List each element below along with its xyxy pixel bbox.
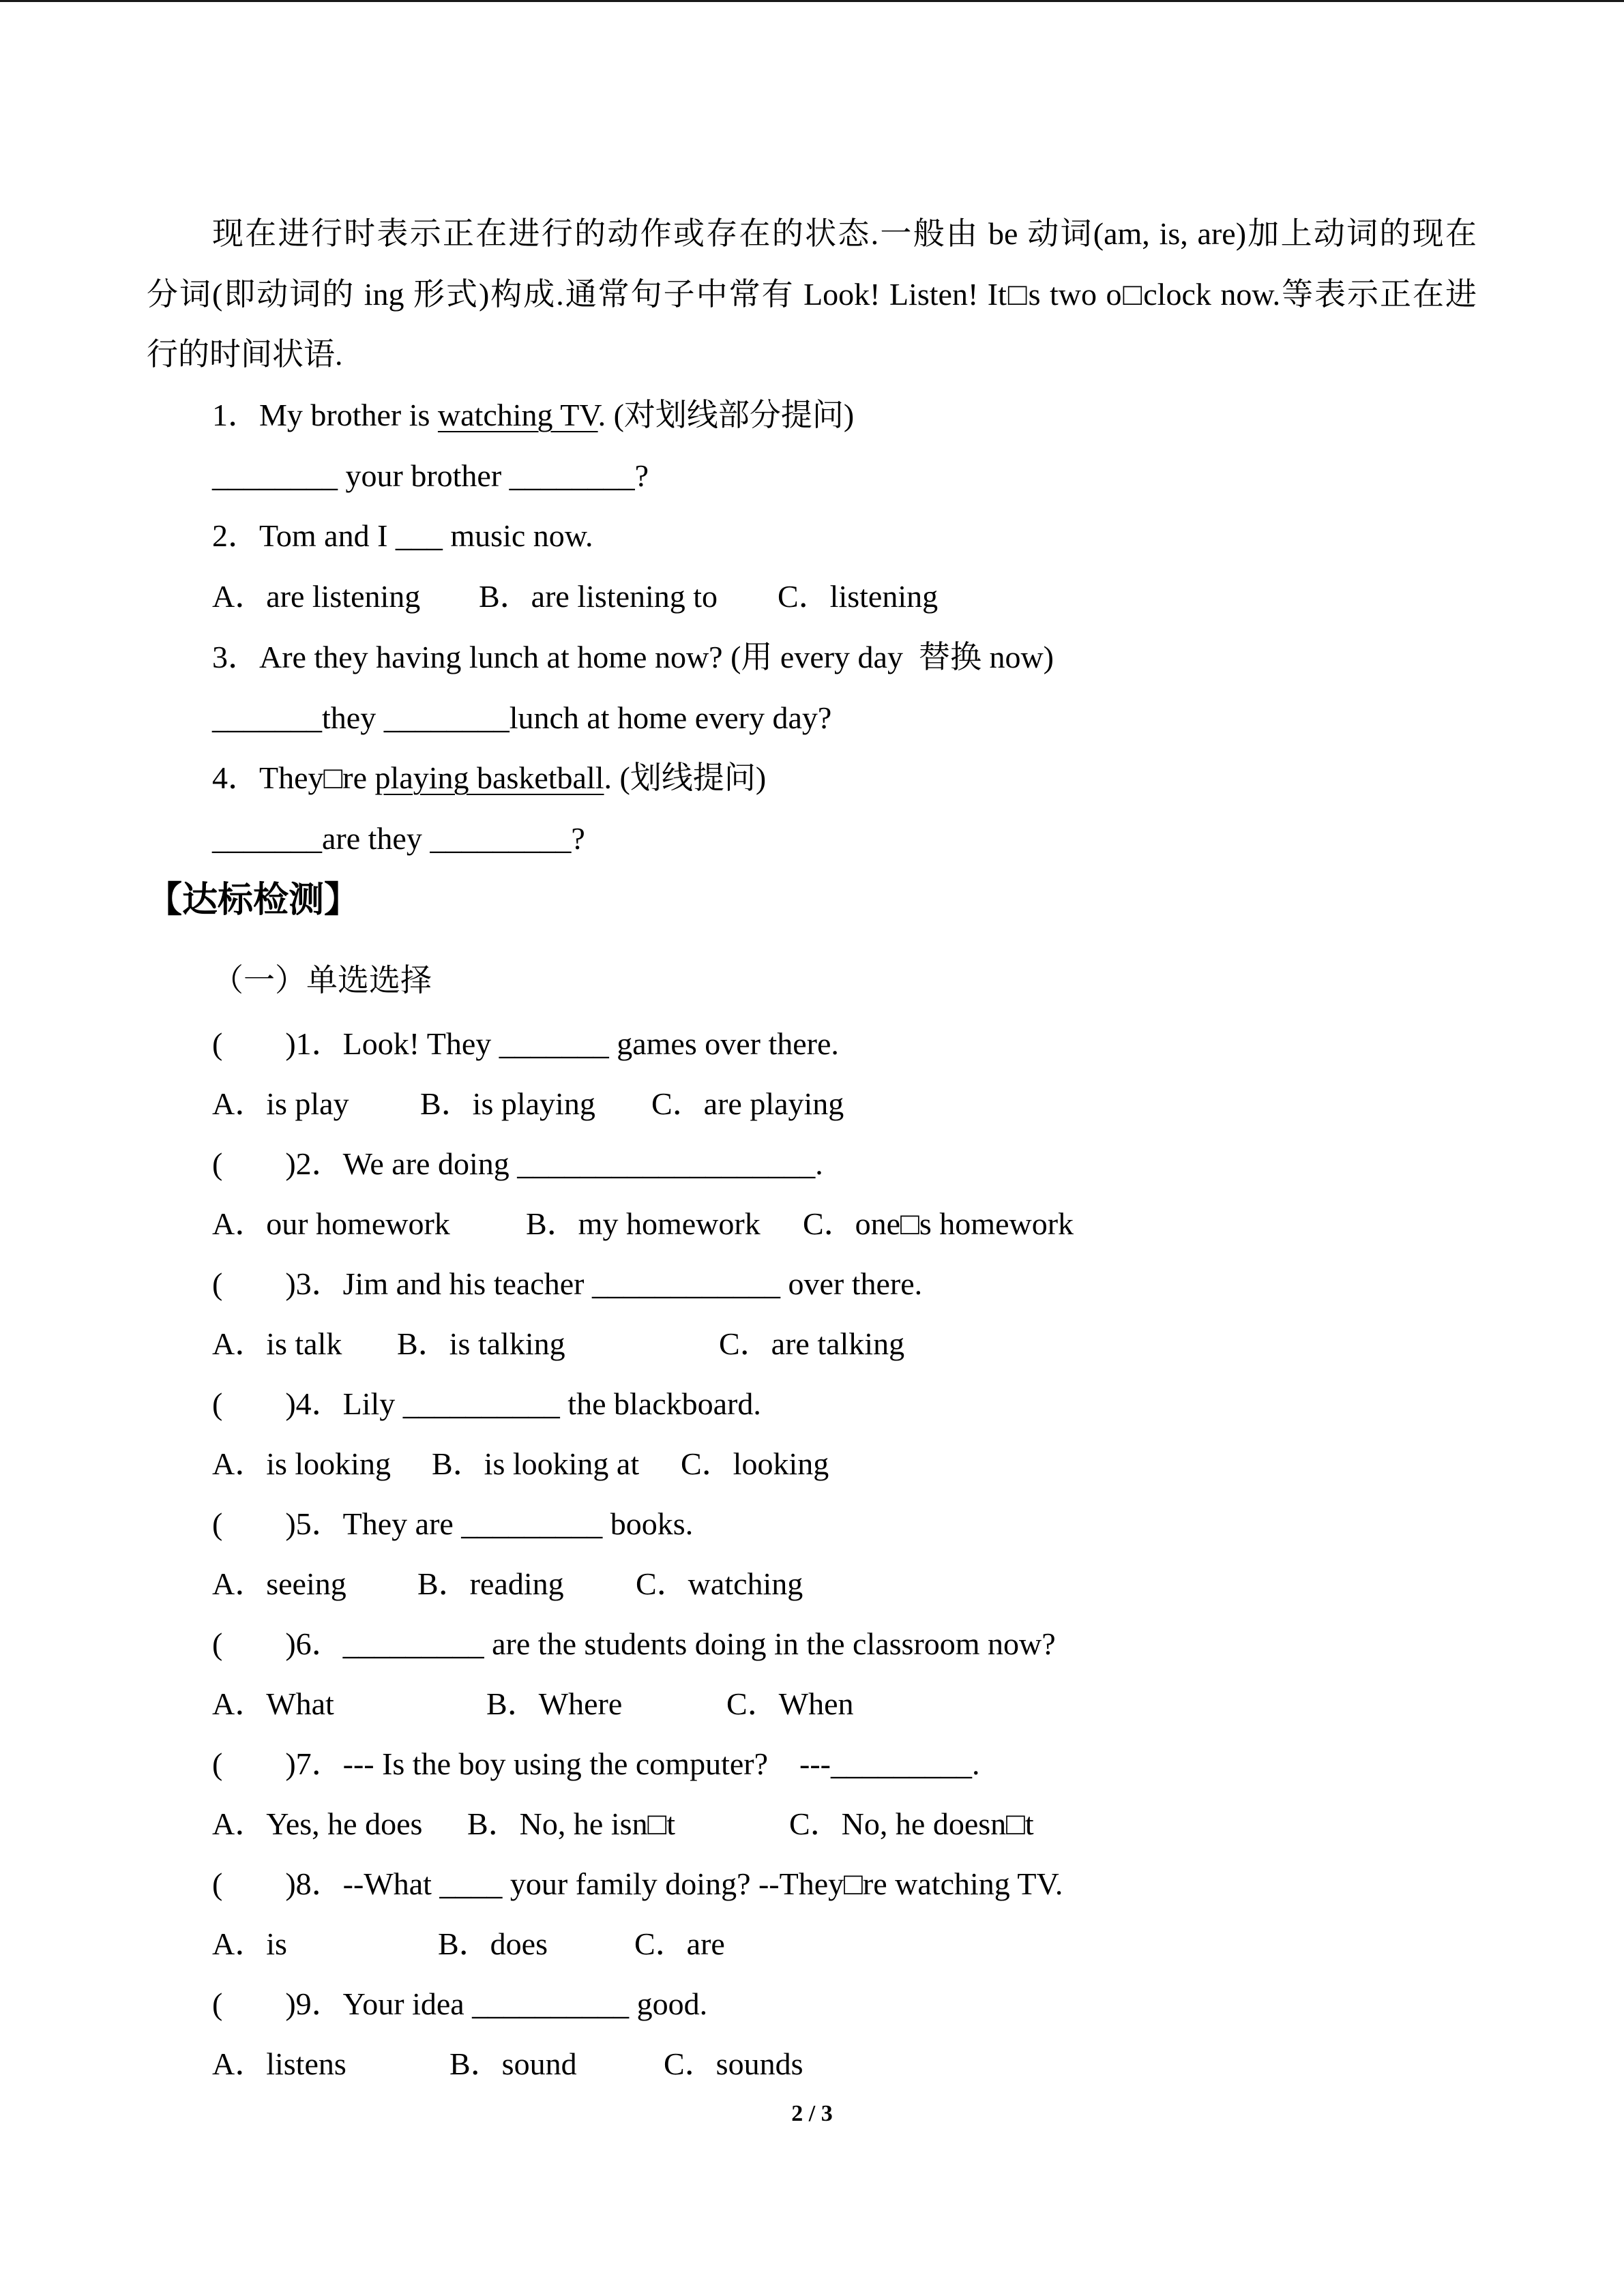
exercise-2-prompt: 2．Tom and I ___ music now. (212, 518, 593, 554)
option-a: A．is (212, 1926, 287, 1961)
option-a: A．is looking (212, 1446, 391, 1481)
exercise-4-answer-row (0, 809, 1624, 869)
exercise-1-prompt (212, 385, 854, 446)
option-a: A．listens (212, 2046, 346, 2081)
intro-paragraph-line: 现在进行时表示正在进行的动作或存在的状态.一般由 be 动词(am, is, are)加上动词的现在 (212, 216, 1477, 251)
option-c: C．sounds (664, 2046, 803, 2081)
options-row (0, 1674, 1624, 1734)
option-c: C．looking (681, 1446, 829, 1481)
options-row (0, 1194, 1624, 1254)
option-a: A．is play (212, 1086, 349, 1121)
question-stem: ( )2．We are doing ___________________. (212, 1146, 823, 1181)
question-row (0, 1614, 1624, 1674)
question-row (0, 1734, 1624, 1794)
underlined-phrase: playing basketball (374, 760, 604, 796)
option-c: C．When (726, 1686, 854, 1721)
multiple-choice-questions (0, 1014, 1624, 2094)
question-row (0, 1494, 1624, 1554)
option-a: A．What (212, 1686, 334, 1721)
answer-blank-line: _______they ________lunch at home every day? (212, 700, 832, 735)
question-row (0, 1374, 1624, 1434)
exercise-1-row (0, 385, 1624, 446)
exercise-4-prompt (212, 748, 766, 809)
option-c: C．are talking (719, 1326, 905, 1361)
question-stem: ( )7．--- Is the boy using the computer? ---_________. (212, 1746, 980, 1781)
question-row (0, 1134, 1624, 1194)
options-row (0, 1074, 1624, 1134)
option-c: C．are (634, 1926, 725, 1961)
intro-paragraph-row (0, 325, 1624, 385)
options-row (0, 1314, 1624, 1374)
quiz-heading-row (0, 870, 1624, 930)
answer-blank-line: _______are they _________? (212, 820, 585, 856)
quiz-section-title: （一）单选选择 (212, 963, 432, 998)
exercise-suffix: . (划线提问) (604, 760, 767, 796)
exercise-3-answer-row (0, 688, 1624, 749)
intro-paragraph-line: 分词(即动词的 ing 形式)构成.通常句子中常有 Look! Listen! It□s two o□clock now.等表示正在进 (147, 276, 1477, 312)
question-row (0, 1854, 1624, 1914)
exercise-suffix: . (对划线部分提问) (597, 398, 855, 433)
question-stem: ( )6．_________ are the students doing in the classroom now? (212, 1626, 1056, 1661)
grammar-explanation-section (0, 204, 1624, 869)
option-c: C．watching (636, 1566, 803, 1601)
option-b: B．are listening to (479, 579, 718, 614)
exercise-prefix: 4．They□re (212, 760, 375, 796)
quiz-section-title-row (0, 951, 1624, 1011)
quiz-heading: 【达标检测】 (147, 880, 360, 921)
option-b: B．Where (486, 1686, 623, 1721)
option-a: A．is talk (212, 1326, 342, 1361)
question-stem: ( )3．Jim and his teacher ____________ over there. (212, 1266, 923, 1301)
page-top-border (0, 0, 1624, 2)
options-row (0, 1554, 1624, 1614)
exercise-4-row (0, 748, 1624, 809)
option-a: A．our homework (212, 1206, 450, 1241)
question-stem: ( )1．Look! They _______ games over there. (212, 1026, 839, 1061)
options-row (0, 1794, 1624, 1854)
exercise-1-answer-row (0, 446, 1624, 507)
page-number: 2 / 3 (791, 2101, 833, 2126)
question-row (0, 1254, 1624, 1314)
option-c: C．No, he doesn□t (789, 1806, 1034, 1841)
option-b: B．my homework (526, 1206, 761, 1241)
option-b: B．does (438, 1926, 548, 1961)
option-a: A．are listening (212, 579, 421, 614)
question-stem: ( )4．Lily __________ the blackboard. (212, 1386, 761, 1421)
question-row (0, 1014, 1624, 1074)
exercise-3-prompt: 3．Are they having lunch at home now? (用 every day 替换 now) (212, 639, 1054, 674)
option-a: A．seeing (212, 1566, 346, 1601)
option-c: C．one□s homework (803, 1206, 1074, 1241)
exercise-prefix: 1．My brother is (212, 398, 438, 433)
option-c: C．are playing (651, 1086, 844, 1121)
options-row (0, 2034, 1624, 2094)
option-b: B．sound (449, 2046, 577, 2081)
intro-paragraph-row (0, 204, 1624, 265)
option-b: B．No, he isn□t (467, 1806, 676, 1841)
exercise-3-row (0, 627, 1624, 688)
option-a: A．Yes, he does (212, 1806, 423, 1841)
option-b: B．is looking at (432, 1446, 640, 1481)
option-b: B．is playing (420, 1086, 595, 1121)
option-b: B．reading (417, 1566, 564, 1601)
options-row (0, 1434, 1624, 1494)
question-stem: ( )5．They are _________ books. (212, 1506, 694, 1541)
underlined-phrase: watching TV (437, 398, 598, 433)
question-stem: ( )8．--What ____ your family doing? --They□re watching TV. (212, 1866, 1063, 1901)
intro-paragraph-line: 行的时间状语. (147, 337, 343, 372)
options-row (0, 1914, 1624, 1974)
intro-paragraph-row (0, 265, 1624, 325)
question-row (0, 1974, 1624, 2034)
option-b: B．is talking (397, 1326, 565, 1361)
exercise-2-row (0, 506, 1624, 567)
option-c: C．listening (778, 579, 939, 614)
answer-blank-line: ________ your brother ________? (212, 458, 649, 493)
exercise-2-options-row (0, 567, 1624, 627)
question-stem: ( )9．Your idea __________ good. (212, 1986, 708, 2021)
